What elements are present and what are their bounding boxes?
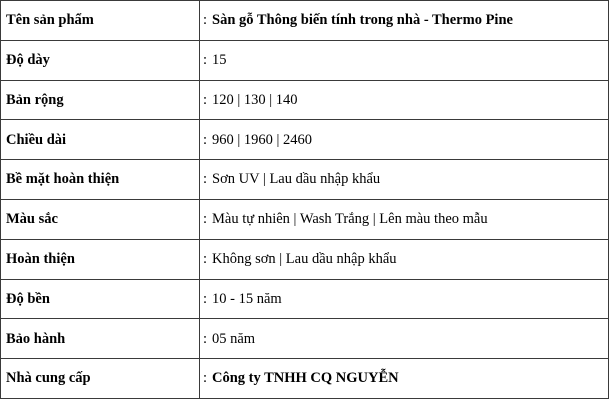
spec-row-color [1, 199, 609, 239]
spec-row-surface-finish [1, 160, 609, 200]
spec-value: Không sơn | Lau dầu nhập khẩu [212, 250, 397, 267]
spec-label: Nhà cung cấp [1, 359, 200, 399]
separator-colon: : [203, 171, 208, 188]
separator-colon: : [203, 290, 208, 307]
spec-value-cell [200, 199, 609, 239]
spec-value: 05 năm [212, 330, 256, 347]
spec-value-cell [200, 80, 609, 120]
separator-colon: : [203, 370, 208, 387]
spec-label: Bản rộng [1, 80, 200, 120]
spec-label: Màu sắc [1, 199, 200, 239]
separator-colon: : [203, 51, 208, 68]
spec-value-cell [200, 160, 609, 200]
spec-value: Công ty TNHH CQ NGUYỄN [212, 370, 399, 387]
spec-value: 960 | 1960 | 2460 [212, 131, 313, 148]
spec-label: Tên sản phẩm [1, 1, 200, 41]
spec-label: Hoàn thiện [1, 239, 200, 279]
spec-value-cell [200, 239, 609, 279]
spec-value: Màu tự nhiên | Wash Trắng | Lên màu theo mẫu [212, 211, 488, 228]
spec-row-width [1, 80, 609, 120]
spec-label: Độ dày [1, 40, 200, 80]
spec-value: 10 - 15 năm [212, 290, 282, 307]
spec-value: Sàn gỗ Thông biến tính trong nhà - Thermo Pine [212, 12, 513, 29]
separator-colon: : [203, 131, 208, 148]
spec-label: Độ bền [1, 279, 200, 319]
spec-row-product-name [1, 1, 609, 41]
spec-table-body [1, 1, 609, 399]
separator-colon: : [203, 91, 208, 108]
spec-value-cell [200, 279, 609, 319]
spec-row-length [1, 120, 609, 160]
separator-colon: : [203, 12, 208, 29]
spec-value-cell [200, 319, 609, 359]
spec-label: Chiều dài [1, 120, 200, 160]
spec-value: 120 | 130 | 140 [212, 91, 298, 108]
spec-row-thickness [1, 40, 609, 80]
separator-colon: : [203, 250, 208, 267]
spec-value: Sơn UV | Lau dầu nhập khẩu [212, 171, 381, 188]
separator-colon: : [203, 330, 208, 347]
spec-row-finishing [1, 239, 609, 279]
spec-row-durability [1, 279, 609, 319]
spec-label: Bảo hành [1, 319, 200, 359]
spec-row-supplier [1, 359, 609, 399]
spec-row-warranty [1, 319, 609, 359]
spec-value-cell [200, 359, 609, 399]
spec-value-cell [200, 40, 609, 80]
spec-value-cell [200, 1, 609, 41]
spec-value-cell [200, 120, 609, 160]
spec-value: 15 [212, 51, 227, 68]
separator-colon: : [203, 211, 208, 228]
spec-label: Bề mặt hoàn thiện [1, 160, 200, 200]
